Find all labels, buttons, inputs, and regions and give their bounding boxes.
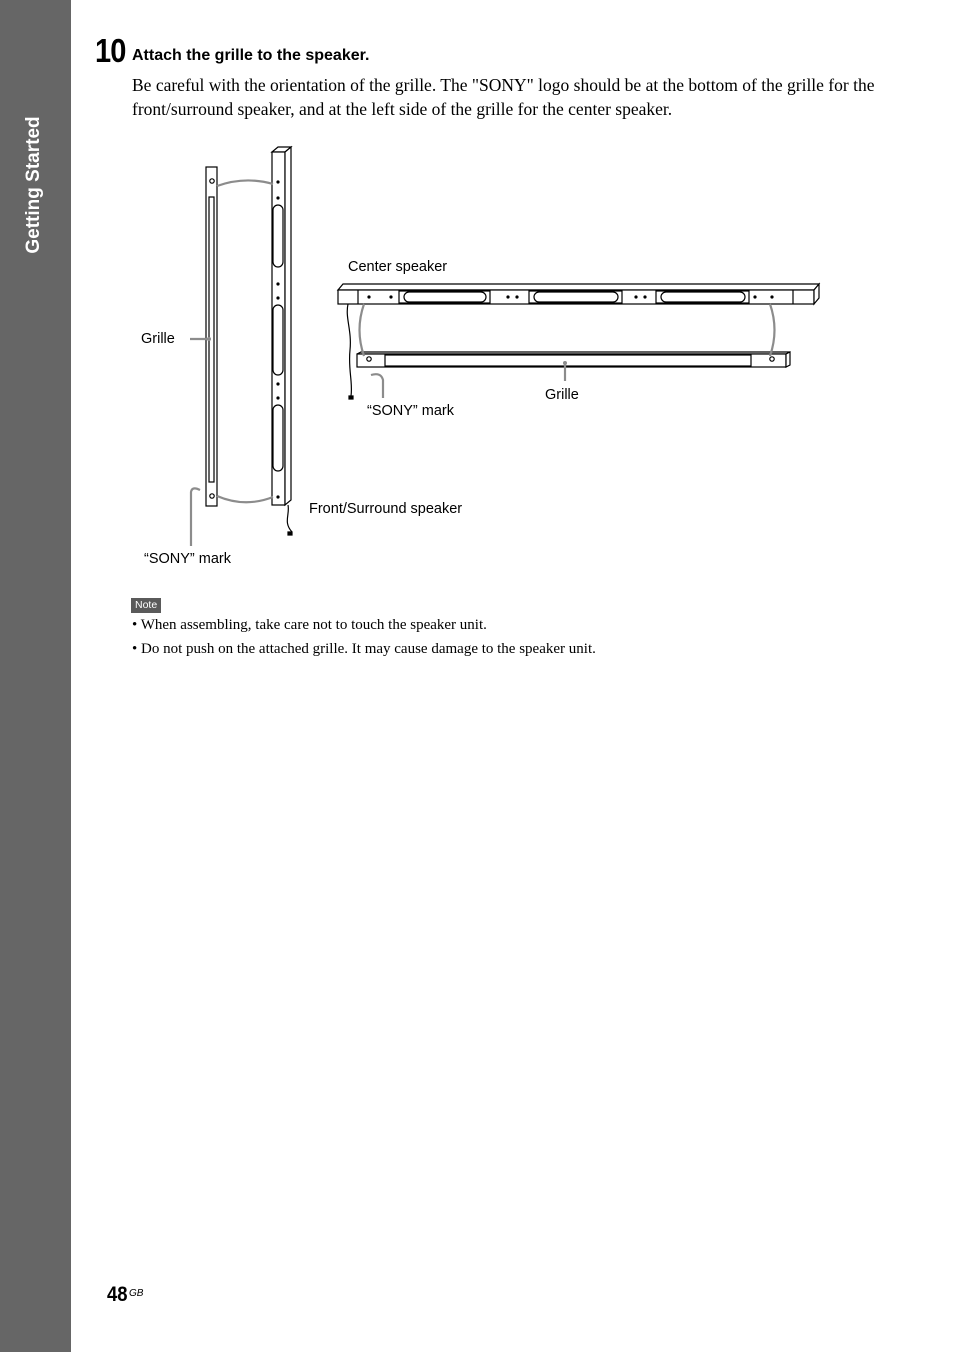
- section-label: Getting Started: [23, 116, 44, 254]
- step-number: 10: [95, 32, 126, 69]
- step-instructions: Be careful with the orientation of the grille. The "SONY" logo should be at the bottom of the grille for the front/surround speaker, and at the left side of the grille for the center speaker.: [132, 75, 875, 119]
- grille-attachment-illustration: [0, 0, 954, 620]
- front-surround-speaker-label: Front/Surround speaker: [309, 501, 463, 517]
- front-grille-label: Grille: [141, 331, 175, 347]
- page-language-suffix: GB: [129, 1288, 144, 1299]
- step-title: Attach the grille to the speaker.: [132, 47, 370, 64]
- center-speaker-illustration: [338, 284, 819, 399]
- page-number: 48: [107, 1283, 128, 1306]
- center-grille-illustration: [357, 352, 790, 367]
- center-speaker-label: Center speaker: [348, 259, 448, 275]
- note-badge: Note: [131, 598, 161, 613]
- front-sony-mark-label: “SONY” mark: [144, 551, 231, 567]
- center-sony-mark-label: “SONY” mark: [367, 403, 454, 419]
- note-item: • Do not push on the attached grille. It may cause damage to the speaker unit.: [132, 641, 596, 657]
- front-surround-speaker-illustration: [272, 147, 292, 535]
- center-grille-label: Grille: [545, 387, 579, 403]
- front-grille-illustration: [206, 167, 217, 506]
- note-item: • When assembling, take care not to touch the speaker unit.: [132, 617, 487, 633]
